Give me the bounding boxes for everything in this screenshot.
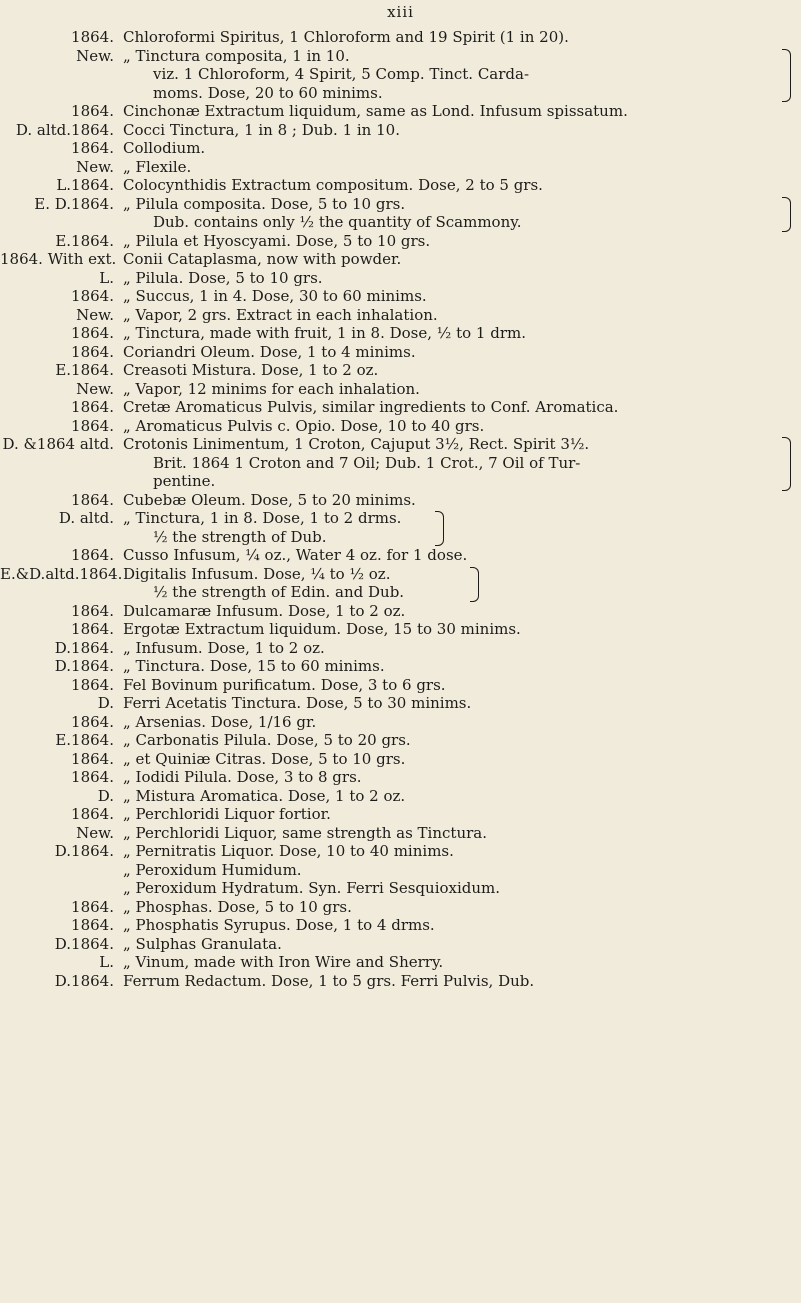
entry-text xyxy=(0,28,801,47)
entry-line: „ Pilula composita. Dose, 5 to 10 grs. xyxy=(123,194,406,213)
entry xyxy=(0,602,801,621)
entry-line: viz. 1 Chloroform, 4 Spirit, 5 Comp. Tinct. Carda- xyxy=(153,65,530,83)
entry-line: Fel Bovinum purificatum. Dose, 3 to 6 grs. xyxy=(123,675,446,694)
entry-line: „ et Quiniæ Citras. Dose, 5 to 10 grs. xyxy=(123,749,406,768)
entry-line: ½ the strength of Edin. and Dub. xyxy=(153,583,405,601)
entry xyxy=(0,491,801,510)
entry-text xyxy=(0,509,801,546)
entry-year: New. xyxy=(76,157,114,176)
entry xyxy=(0,343,801,362)
entry-year: 1864. xyxy=(71,934,114,953)
entry-text xyxy=(0,250,801,269)
entry-line: „ Vapor, 12 minims for each inhalation. xyxy=(123,379,420,398)
entry-text xyxy=(0,380,801,399)
entry-year: 1864. xyxy=(71,342,114,361)
entry xyxy=(0,953,801,972)
entry-year: 1864. xyxy=(71,805,114,823)
entry-line: Dub. contains only ½ the quantity of Scammony. xyxy=(153,213,522,231)
entry xyxy=(0,139,801,158)
entry xyxy=(0,898,801,917)
entry xyxy=(0,546,801,565)
entry-year: 1864. xyxy=(71,324,114,342)
entry xyxy=(0,639,801,658)
entry-line: Chloroformi Spiritus, 1 Chloroform and 19 Spirit (1 in 20). xyxy=(123,28,569,46)
entry-line: Ferrum Redactum. Dose, 1 to 5 grs. Ferri Pulvis, Dub. xyxy=(123,971,535,990)
entry xyxy=(0,842,801,861)
entry-year: 1864. xyxy=(71,620,114,638)
entry xyxy=(0,158,801,177)
entry xyxy=(0,676,801,695)
entry-year: 1864. xyxy=(71,28,114,46)
entry-text xyxy=(0,195,801,232)
entry-text xyxy=(0,602,801,621)
entry-text xyxy=(0,935,801,954)
entry-prefix: D. & xyxy=(2,435,37,453)
entry xyxy=(0,731,801,750)
entry-year: 1864. xyxy=(71,120,114,139)
entry-year: New. xyxy=(76,305,114,324)
entry-text xyxy=(0,417,801,436)
entry-line: Creasoti Mistura. Dose, 1 to 2 oz. xyxy=(123,361,379,379)
entry-text xyxy=(0,861,801,880)
entry-prefix: D. xyxy=(97,694,114,712)
entry-prefix: D. xyxy=(54,971,72,990)
entry-year: 1864. xyxy=(71,657,114,675)
entry-year: New. xyxy=(76,823,114,842)
entry xyxy=(0,435,801,491)
entry-line: Cusso Infusum, ¼ oz., Water 4 oz. for 1 dose. xyxy=(123,546,468,564)
entry xyxy=(0,657,801,676)
entry xyxy=(0,324,801,343)
entry-text xyxy=(0,713,801,732)
entry-text xyxy=(0,121,801,140)
entry-line: Collodium. xyxy=(123,139,206,157)
entry-year: 1864. xyxy=(71,361,114,379)
brace-mark xyxy=(782,197,791,232)
entry-line: „ Vinum, made with Iron Wire and Sherry. xyxy=(123,953,444,971)
entry xyxy=(0,28,801,47)
entry xyxy=(0,361,801,380)
entry-line: „ Tinctura. Dose, 15 to 60 minims. xyxy=(123,657,385,675)
entry-line: Conii Cataplasma, now with powder. xyxy=(123,250,402,268)
entry xyxy=(0,861,801,880)
entry xyxy=(0,824,801,843)
entry-text xyxy=(0,916,801,935)
entry-year: 1864. With ext. xyxy=(0,250,117,268)
entry xyxy=(0,768,801,787)
entry-text xyxy=(0,750,801,769)
entry-line: „ Succus, 1 in 4. Dose, 30 to 60 minims. xyxy=(123,287,427,305)
entry-prefix: L. xyxy=(56,176,72,194)
entry-year: 1864. xyxy=(71,490,114,509)
entry-text xyxy=(0,824,801,843)
entry-text xyxy=(0,805,801,824)
entry-line: ½ the strength of Dub. xyxy=(153,527,327,546)
entry-year: 1864. xyxy=(71,416,114,435)
entry-line: Cinchonæ Extractum liquidum, same as Lond. Infusum spissatum. xyxy=(123,102,628,120)
entry xyxy=(0,620,801,639)
entry xyxy=(0,750,801,769)
entry-year: 1864. xyxy=(71,638,114,657)
entry-year: 1864. xyxy=(79,564,123,583)
entry-year: 1864. xyxy=(71,139,114,157)
entry xyxy=(0,565,801,602)
entry-line: „ Peroxidum Hydratum. Syn. Ferri Sesquioxidum. xyxy=(123,879,501,897)
entry-prefix: E. xyxy=(55,231,72,250)
entry-prefix: D. xyxy=(97,786,114,805)
entry-text xyxy=(0,898,801,917)
entry-line: Coriandri Oleum. Dose, 1 to 4 minims. xyxy=(123,342,416,361)
entry-text xyxy=(0,361,801,380)
entry xyxy=(0,176,801,195)
entry-line: pentine. xyxy=(153,472,216,490)
entry-year: 1864. xyxy=(71,546,114,564)
entry-line: „ Carbonatis Pilula. Dose, 5 to 20 grs. xyxy=(123,731,411,749)
entry-line: Colocynthidis Extractum compositum. Dose, 2 to 5 grs. xyxy=(123,176,543,194)
entry-line: „ Vapor, 2 grs. Extract in each inhalation. xyxy=(123,305,438,324)
entry-text xyxy=(0,158,801,177)
entry-line: Dulcamaræ Infusum. Dose, 1 to 2 oz. xyxy=(123,601,406,620)
entry-prefix: E. xyxy=(55,731,72,749)
entry xyxy=(0,102,801,121)
entry-text xyxy=(0,842,801,861)
entry xyxy=(0,694,801,713)
entry-line: „ Aromaticus Pulvis c. Opio. Dose, 10 to 40 grs. xyxy=(123,416,485,435)
entry-line: „ Tinctura, 1 in 8. Dose, 1 to 2 drms. xyxy=(123,509,402,527)
entry-line: „ Flexile. xyxy=(123,157,192,176)
entry-list xyxy=(0,28,801,990)
entry-prefix: D. xyxy=(54,934,72,953)
entry xyxy=(0,417,801,436)
entry-line: Brit. 1864 1 Croton and 7 Oil; Dub. 1 Crot., 7 Oil of Tur- xyxy=(153,453,581,472)
entry-text xyxy=(0,731,801,750)
entry-prefix: L. xyxy=(99,953,114,971)
entry-line: „ Tinctura, made with fruit, 1 in 8. Dose, ½ to 1 drm. xyxy=(123,324,526,342)
entry xyxy=(0,713,801,732)
entry xyxy=(0,509,801,546)
entry-year: 1864. xyxy=(71,194,114,213)
entry-year: New. xyxy=(76,46,114,65)
entry-line: „ Peroxidum Humidum. xyxy=(123,860,302,879)
entry-line: „ Phosphatis Syrupus. Dose, 1 to 4 drms. xyxy=(123,916,435,934)
entry-line: Crotonis Linimentum, 1 Croton, Cajuput 3½, Rect. Spirit 3½. xyxy=(123,435,590,453)
entry-year: 1864. xyxy=(71,601,114,620)
entry-text xyxy=(0,343,801,362)
entry-year: 1864. xyxy=(71,731,114,749)
entry-prefix: E. xyxy=(55,361,72,379)
entry xyxy=(0,287,801,306)
entry-line: „ Infusum. Dose, 1 to 2 oz. xyxy=(123,638,325,657)
entry-year: 1864. xyxy=(71,971,114,990)
entry xyxy=(0,879,801,898)
entry-year: 1864. xyxy=(71,398,114,416)
entry-line: „ Perchloridi Liquor, same strength as Tinctura. xyxy=(123,823,487,842)
entry-year: 1864 altd. xyxy=(36,435,114,453)
entry-year: 1864. xyxy=(71,897,114,916)
entry-text xyxy=(0,953,801,972)
entry-text xyxy=(0,232,801,251)
brace-mark xyxy=(435,511,444,546)
entry-year: 1864. xyxy=(71,842,114,860)
entry-text xyxy=(0,102,801,121)
entry-line: „ Perchloridi Liquor fortior. xyxy=(123,805,331,823)
entry-line: Cocci Tinctura, 1 in 8 ; Dub. 1 in 10. xyxy=(123,120,400,139)
entry-text xyxy=(0,435,801,491)
entry-text xyxy=(0,546,801,565)
entry xyxy=(0,250,801,269)
entry-prefix: E. D. xyxy=(34,194,72,213)
entry-text xyxy=(0,787,801,806)
entry-line: „ Sulphas Granulata. xyxy=(123,934,282,953)
entry-text xyxy=(0,306,801,325)
brace-mark xyxy=(782,49,791,103)
entry-text xyxy=(0,879,801,898)
entry xyxy=(0,47,801,103)
entry-year: 1864. xyxy=(71,749,114,768)
brace-mark xyxy=(782,437,791,491)
entry xyxy=(0,195,801,232)
entry-text xyxy=(0,565,801,602)
entry-year: 1864. xyxy=(71,231,114,250)
entry xyxy=(0,972,801,991)
entry xyxy=(0,805,801,824)
entry-text xyxy=(0,269,801,288)
entry-prefix: D. altd. xyxy=(15,120,72,139)
entry-line: Cubebæ Oleum. Dose, 5 to 20 minims. xyxy=(123,490,416,509)
entry-text xyxy=(0,139,801,158)
entry-line: „ Iodidi Pilula. Dose, 3 to 8 grs. xyxy=(123,768,362,786)
entry-text xyxy=(0,491,801,510)
entry-text xyxy=(0,176,801,195)
entry-prefix: D. xyxy=(54,842,72,860)
page-number: xiii xyxy=(387,3,414,21)
entry-text xyxy=(0,287,801,306)
brace-mark xyxy=(470,567,479,602)
entry xyxy=(0,269,801,288)
entry-text xyxy=(0,620,801,639)
entry-line: „ Tinctura composita, 1 in 10. xyxy=(123,46,350,65)
entry-line: „ Pilula. Dose, 5 to 10 grs. xyxy=(123,268,323,287)
entry-line: „ Pernitratis Liquor. Dose, 10 to 40 minims. xyxy=(123,842,454,860)
entry-line: „ Phosphas. Dose, 5 to 10 grs. xyxy=(123,897,352,916)
entry-line: Ferri Acetatis Tinctura. Dose, 5 to 30 minims. xyxy=(123,694,472,712)
entry-line: Cretæ Aromaticus Pulvis, similar ingredients to Conf. Aromatica. xyxy=(123,398,619,416)
entry-year: 1864. xyxy=(71,176,114,194)
entry xyxy=(0,935,801,954)
entry-text xyxy=(0,398,801,417)
entry-year: New. xyxy=(76,379,114,398)
entry-prefix: E.&D.altd. xyxy=(0,564,80,583)
entry-prefix: D. xyxy=(54,638,72,657)
entry-year: 1864. xyxy=(71,675,114,694)
entry xyxy=(0,787,801,806)
entry-line: „ Arsenias. Dose, 1/16 gr. xyxy=(123,712,317,731)
entry-text xyxy=(0,324,801,343)
entry-text xyxy=(0,768,801,787)
entry-line: Digitalis Infusum. Dose, ¼ to ½ oz. xyxy=(123,564,391,583)
entry-year: 1864. xyxy=(71,712,114,731)
entry xyxy=(0,916,801,935)
entry-year: 1864. xyxy=(71,768,114,786)
entry-text xyxy=(0,694,801,713)
entry-prefix: L. xyxy=(99,268,114,287)
entry-year: 1864. xyxy=(71,102,114,120)
entry xyxy=(0,232,801,251)
entry xyxy=(0,306,801,325)
entry-year: 1864. xyxy=(71,287,114,305)
entry-prefix: D. altd. xyxy=(58,509,114,527)
entry-text xyxy=(0,676,801,695)
entry-text xyxy=(0,972,801,991)
entry-text xyxy=(0,657,801,676)
entry-line: „ Mistura Aromatica. Dose, 1 to 2 oz. xyxy=(123,786,406,805)
entry-line: „ Pilula et Hyoscyami. Dose, 5 to 10 grs. xyxy=(123,231,431,250)
entry-text xyxy=(0,47,801,103)
entry xyxy=(0,380,801,399)
entry xyxy=(0,398,801,417)
entry-prefix: D. xyxy=(54,657,72,675)
entry-line: moms. Dose, 20 to 60 minims. xyxy=(153,83,383,102)
entry xyxy=(0,121,801,140)
entry-text xyxy=(0,639,801,658)
entry-year: 1864. xyxy=(71,916,114,934)
entry-line: Ergotæ Extractum liquidum. Dose, 15 to 30 minims. xyxy=(123,620,521,638)
